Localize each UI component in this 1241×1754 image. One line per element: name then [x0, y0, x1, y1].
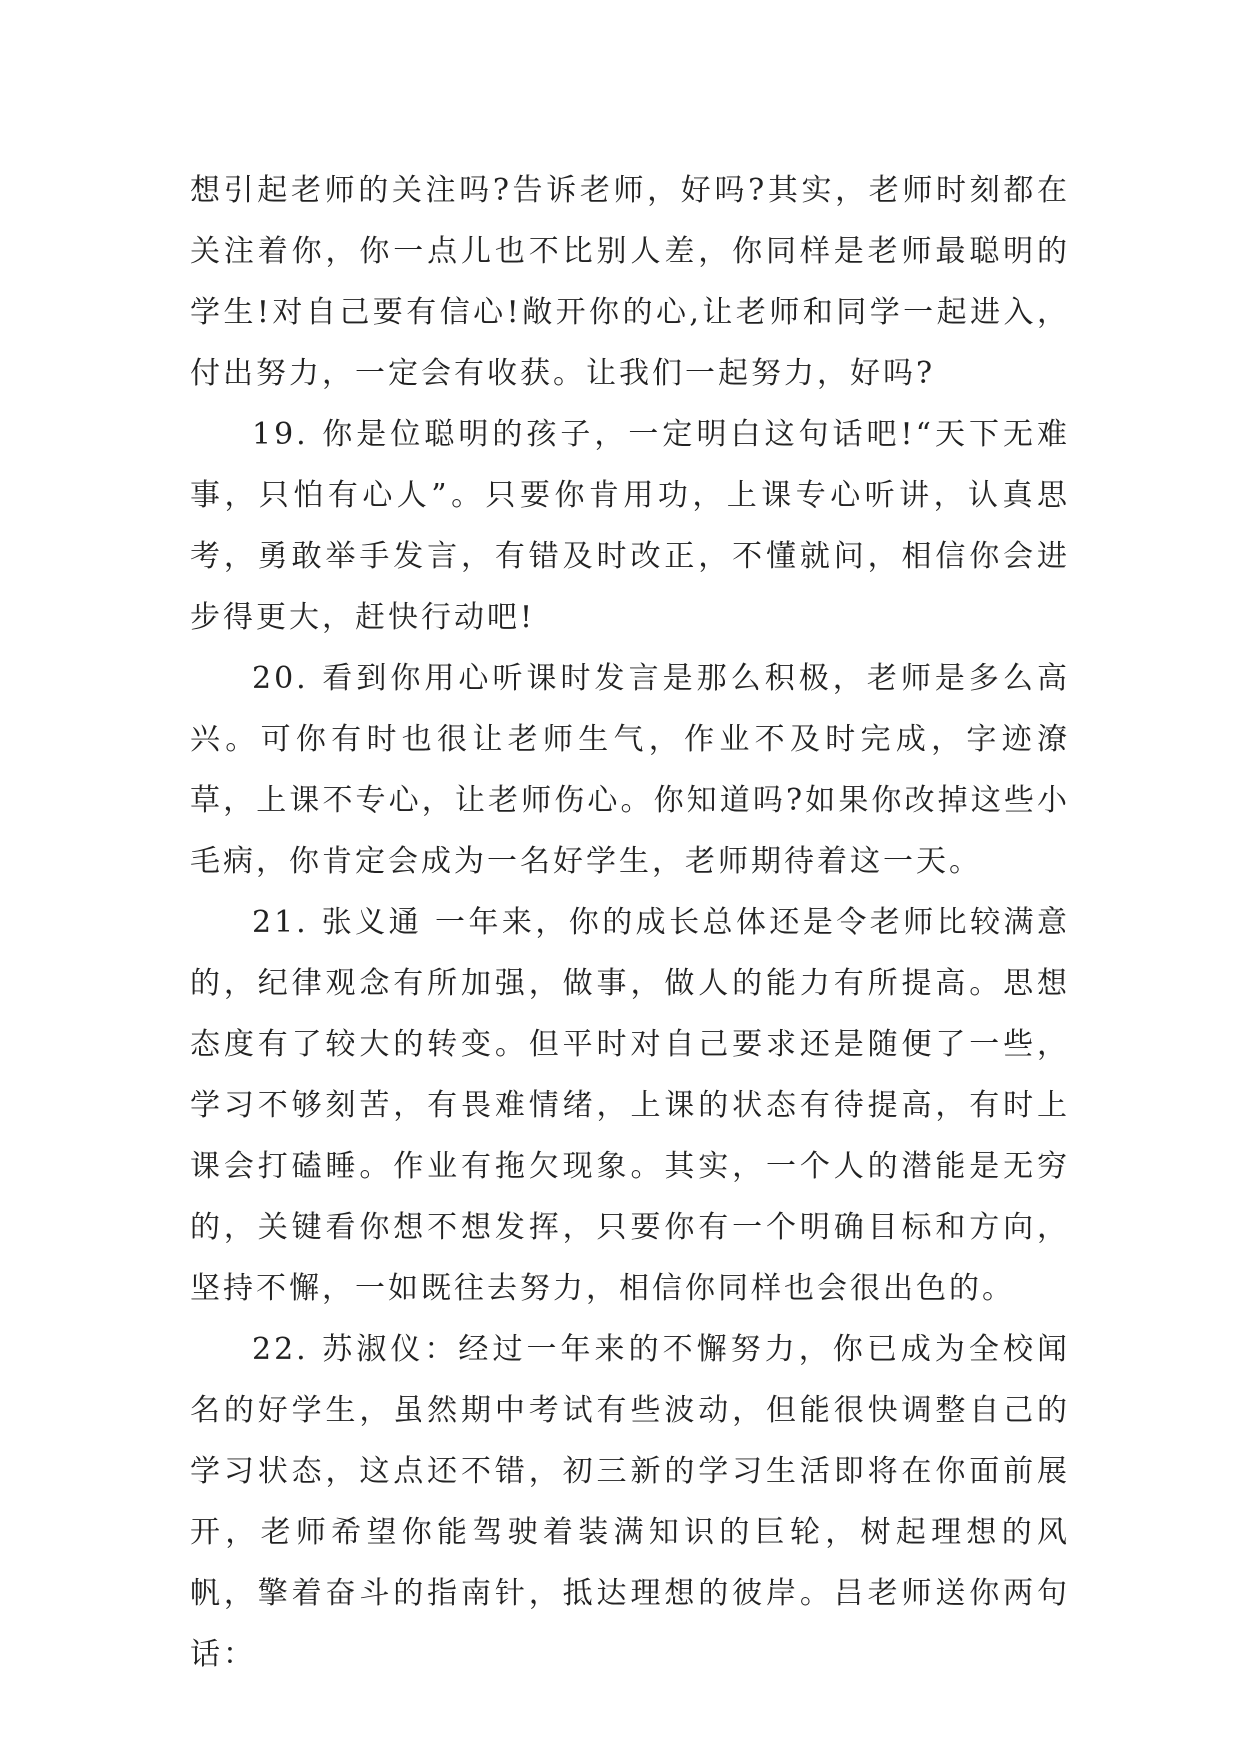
- paragraph-item-21: 21. 张义通 一年来，你的成长总体还是令老师比较满意的，纪律观念有所加强，做事，做人的能力有所提高。思想态度有了较大的转变。但平时对自己要求还是随便了一些，学习不够刻苦，有畏难情绪，上课的状态有待提高，有时上课会打磕睡。作业有拖欠现象。其实，一个人的潜能是无穷的，关键看你想不想发挥，只要你有一个明确目标和方向，坚持不懈，一如既往去努力，相信你同样也会很出色的。: [190, 905, 1070, 1306]
- paragraph-item-20: 20. 看到你用心听课时发言是那么积极，老师是多么高兴。可你有时也很让老师生气，作业不及时完成，字迹潦草，上课不专心，让老师伤心。你知道吗?如果你改掉这些小毛病，你肯定会成为一名好学生，老师期待着这一天。: [190, 661, 1070, 879]
- paragraph-item-22: 22. 苏淑仪：经过一年来的不懈努力，你已成为全校闻名的好学生，虽然期中考试有些波动，但能很快调整自己的学习状态，这点还不错，初三新的学习生活即将在你面前展开，老师希望你能驾驶着装满知识的巨轮，树起理想的风帆，擎着奋斗的指南针，抵达理想的彼岸。吕老师送你两句话：: [190, 1332, 1070, 1672]
- document-body: [190, 160, 1070, 1685]
- paragraph-item-19: 19. 你是位聪明的孩子，一定明白这句话吧!“天下无难事，只怕有心人”。只要你肯用功，上课专心听讲，认真思考，勇敢举手发言，有错及时改正，不懂就问，相信你会进步得更大，赶快行动吧!: [190, 417, 1070, 635]
- paragraph-continuation: 想引起老师的关注吗?告诉老师，好吗?其实，老师时刻都在关注着你，你一点儿也不比别人差，你同样是老师最聪明的学生!对自己要有信心!敞开你的心,让老师和同学一起进入，付出努力，一定会有收获。让我们一起努力，好吗?: [190, 173, 1070, 391]
